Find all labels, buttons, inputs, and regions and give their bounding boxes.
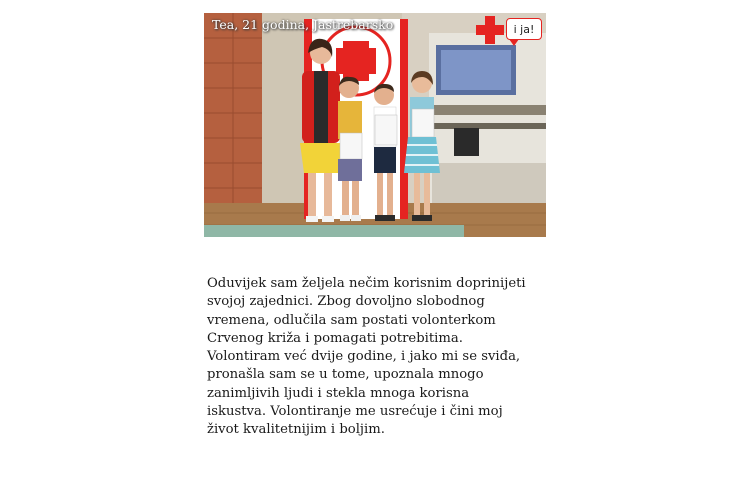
story-line: Volontiram već dvije godine, i jako mi se sviđa,: [207, 349, 521, 365]
story-line: Crvenog križa i pomagati potrebitima.: [207, 330, 463, 346]
volunteer-story: [207, 275, 557, 440]
story-line: iskustva. Volontiranje me usrećuje i čini moj: [207, 404, 503, 420]
story-line: svojoj zajednici. Zbog dovoljno slobodnog: [207, 294, 485, 310]
story-line: pronašla sam se u tome, upoznala mnogo: [207, 367, 484, 383]
story-line: Oduvijek sam željela nečim korisnim doprinijeti: [207, 276, 526, 291]
story-line: vremena, odlučila sam postati volonterkom: [207, 312, 496, 328]
story-line: život kvalitetnijim i boljim.: [207, 422, 385, 438]
red-cross-icon: [475, 15, 505, 45]
photo-caption: Tea, 21 godina, Jastrebarsko: [212, 17, 394, 32]
photo-illustration: [204, 13, 546, 237]
story-line: zanimljivih ljudi i stekla mnoga korisna: [207, 385, 470, 401]
volunteer-photo: [204, 13, 546, 237]
speech-bubble-badge: i ja!: [506, 18, 542, 40]
